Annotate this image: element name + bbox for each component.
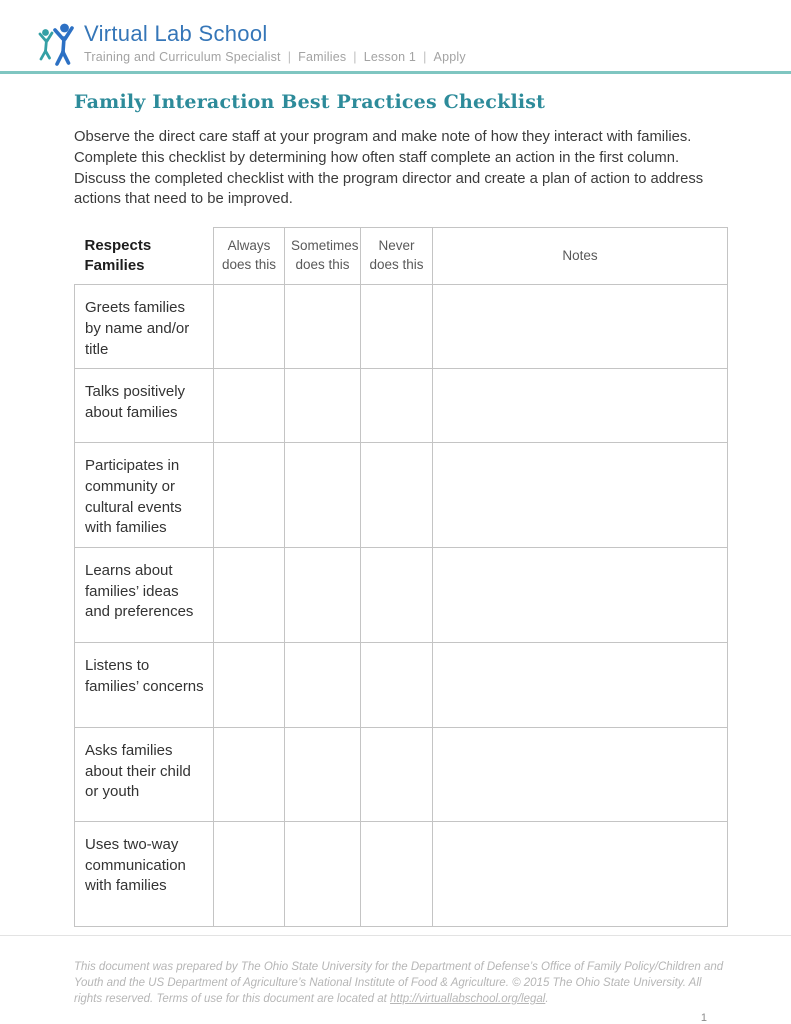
notes-entry-cell[interactable] [433, 822, 728, 927]
sometimes-entry-cell[interactable] [285, 285, 361, 369]
sometimes-entry-cell[interactable] [285, 443, 361, 548]
table-row [75, 548, 728, 643]
notes-entry-cell[interactable] [433, 369, 728, 443]
sometimes-entry-cell[interactable] [285, 643, 361, 728]
always-entry-cell[interactable] [214, 369, 285, 443]
table-row [75, 643, 728, 728]
always-entry-cell[interactable] [214, 643, 285, 728]
sometimes-entry-cell[interactable] [285, 822, 361, 927]
legal-link[interactable]: http://virtuallabschool.org/legal [389, 993, 546, 1005]
never-entry-cell[interactable] [361, 643, 433, 728]
breadcrumb-item: Families [298, 50, 347, 65]
never-entry-cell[interactable] [361, 285, 433, 369]
always-entry-cell[interactable] [214, 822, 285, 927]
never-entry-cell[interactable] [361, 822, 433, 927]
notes-entry-cell[interactable] [433, 643, 728, 728]
column-header-notes: Notes [433, 228, 728, 285]
column-header-sometimes: Sometimes does this [285, 228, 361, 285]
column-header-always: Always does this [214, 228, 285, 285]
table-section-header: Respects Families [84, 237, 152, 274]
table-row [75, 369, 728, 443]
row-label: Listens to families’ concerns [75, 643, 214, 728]
legal-text [74, 959, 726, 1007]
page-footer [0, 959, 791, 1024]
notes-entry-cell[interactable] [433, 443, 728, 548]
never-entry-cell[interactable] [361, 369, 433, 443]
table-row [75, 728, 728, 822]
notes-entry-cell[interactable] [433, 548, 728, 643]
site-header [0, 0, 791, 74]
table-row [75, 822, 728, 927]
sometimes-entry-cell[interactable] [285, 728, 361, 822]
breadcrumb-item: Lesson 1 [363, 50, 417, 65]
table-header-row [75, 228, 728, 285]
site-title: Virtual Lab School [84, 21, 268, 46]
breadcrumb-separator: | [423, 50, 427, 65]
always-entry-cell[interactable] [214, 548, 285, 643]
document-body [0, 91, 791, 927]
never-entry-cell[interactable] [361, 548, 433, 643]
always-entry-cell[interactable] [214, 728, 285, 822]
breadcrumb-separator: | [287, 50, 292, 65]
breadcrumb-item: Apply [433, 50, 466, 65]
row-label: Learns about families’ ideas and preferences [75, 548, 214, 643]
row-label: Asks families about their child or youth [75, 728, 214, 822]
row-label: Uses two-way communication with families [75, 822, 214, 927]
page-number: 1 [700, 1012, 707, 1024]
notes-entry-cell[interactable] [433, 285, 728, 369]
intro-paragraph: Observe the direct care staff at your program and make note of how they interact with families. Complete this checklist by determining how often staff complete an action in the first column. Discuss the completed checklist with the program director and create a plan of action to address actions that need to be improved. [74, 129, 704, 208]
sometimes-entry-cell[interactable] [285, 369, 361, 443]
never-entry-cell[interactable] [361, 443, 433, 548]
row-label: Talks positively about families [75, 369, 214, 443]
breadcrumb [84, 50, 466, 64]
always-entry-cell[interactable] [214, 285, 285, 369]
legal-text-before-link: This document was prepared by The Ohio State University for the Department of Defense’s Office of Family Policy/Children and Youth and the US Department of Agriculture’s National Institute of Food & Agriculture. © 2015 The Ohio State University. All rights reserved. Terms of use for this document are located at [74, 961, 724, 1005]
vls-logo-icon [36, 20, 80, 68]
table-row [75, 443, 728, 548]
column-header-never: Never does this [361, 228, 433, 285]
checklist-table [74, 227, 728, 927]
never-entry-cell[interactable] [361, 728, 433, 822]
page-title: Family Interaction Best Practices Checklist [74, 91, 546, 113]
table-row [75, 285, 728, 369]
row-label: Participates in community or cultural events with families [75, 443, 214, 548]
sometimes-entry-cell[interactable] [285, 548, 361, 643]
breadcrumb-item: Training and Curriculum Specialist [84, 50, 281, 65]
legal-text-after-link: . [545, 993, 549, 1005]
footer-divider [0, 935, 791, 936]
breadcrumb-separator: | [353, 50, 357, 65]
always-entry-cell[interactable] [214, 443, 285, 548]
checklist-table-body [75, 285, 728, 927]
row-label: Greets families by name and/or title [75, 285, 214, 369]
notes-entry-cell[interactable] [433, 728, 728, 822]
